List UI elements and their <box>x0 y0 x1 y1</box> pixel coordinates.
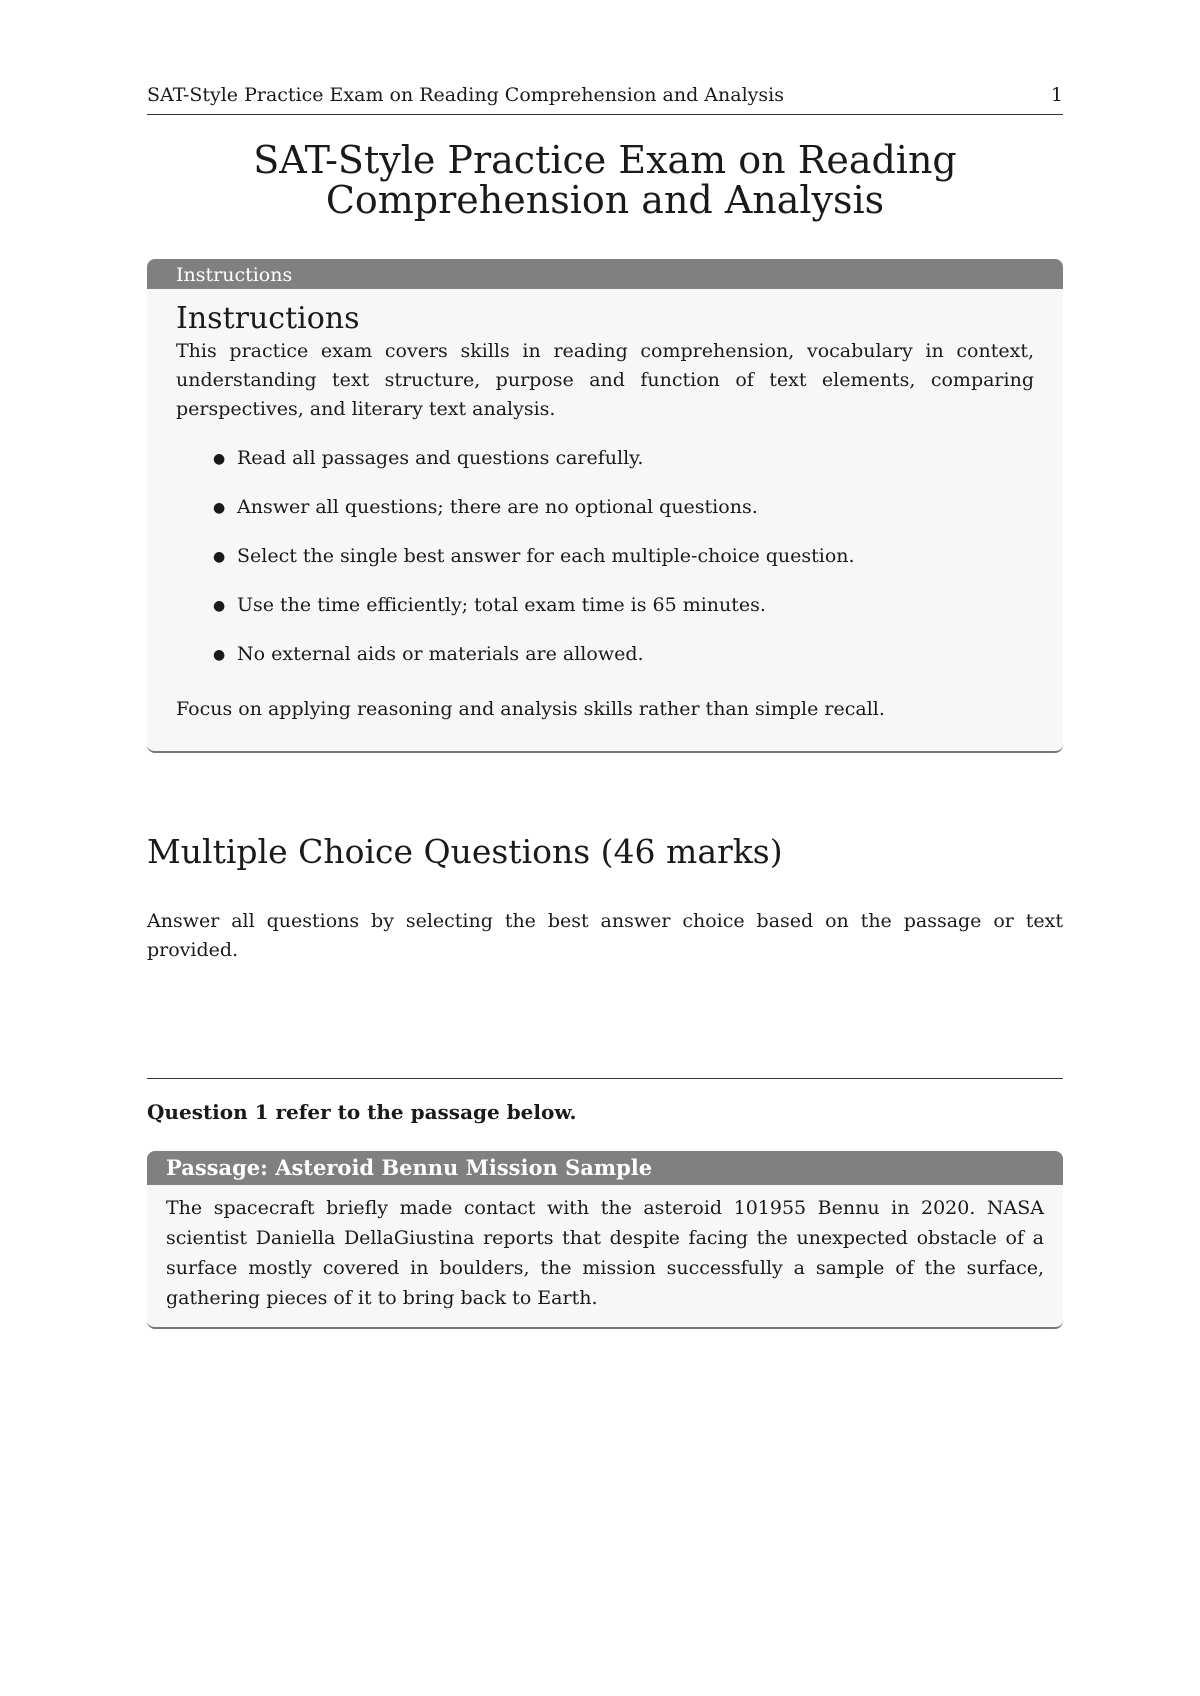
list-item <box>213 591 1034 640</box>
running-header <box>147 84 1063 115</box>
section-intro: Answer all questions by selecting the best answer choice based on the passage or text provided. <box>147 910 1063 961</box>
list-item-text: No external aids or materials are allowed. <box>237 643 644 665</box>
instructions-box-header: Instructions <box>147 259 1063 289</box>
bullet-icon: ● <box>213 451 226 467</box>
running-title: SAT-Style Practice Exam on Reading Comprehension and Analysis <box>147 84 784 106</box>
instructions-body <box>147 289 1063 724</box>
passage-box <box>147 1151 1063 1329</box>
bullet-icon: ● <box>213 549 226 565</box>
instructions-intro: This practice exam covers skills in reading comprehension, vocabulary in context, understanding text structure, purpose and function of text elements, comparing perspectives, and literary text analysis. <box>176 340 1034 420</box>
instructions-box <box>147 259 1063 753</box>
list-item <box>213 444 1034 493</box>
passage-text: The spacecraft briefly made contact with the asteroid 101955 Bennu in 2020. NASA scientist Daniella DellaGiustina reports that despite facing the unexpected obstacle of a surface mostly covered in boulders, the mission successfully a sample of the surface, gathering pieces of it to bring back to Earth. <box>166 1197 1044 1309</box>
instructions-closing: Focus on applying reasoning and analysis skills rather than simple recall. <box>176 698 885 720</box>
bullet-icon: ● <box>213 598 226 614</box>
bullet-icon: ● <box>213 500 226 516</box>
divider <box>147 1078 1063 1079</box>
list-item <box>213 640 1034 689</box>
list-item-text: Use the time efficiently; total exam time is 65 minutes. <box>237 594 766 616</box>
document-title <box>147 140 1063 220</box>
question-intro: Question 1 refer to the passage below. <box>147 1100 577 1124</box>
passage-title: Passage: Asteroid Bennu Mission Sample <box>147 1151 1063 1185</box>
page-number: 1 <box>1050 84 1063 106</box>
list-item-text: Select the single best answer for each multiple-choice question. <box>237 545 855 567</box>
bullet-icon: ● <box>213 647 226 663</box>
document-title-line-2: Comprehension and Analysis <box>325 178 885 222</box>
list-item-text: Answer all questions; there are no optional questions. <box>237 496 758 518</box>
document-title-line-1: SAT-Style Practice Exam on Reading <box>253 138 957 182</box>
list-item <box>213 542 1034 591</box>
instructions-heading: Instructions <box>176 301 360 336</box>
list-item-text: Read all passages and questions carefully. <box>237 447 644 469</box>
section-heading: Multiple Choice Questions (46 marks) <box>147 832 783 871</box>
instructions-list <box>176 444 1034 689</box>
list-item <box>213 493 1034 542</box>
